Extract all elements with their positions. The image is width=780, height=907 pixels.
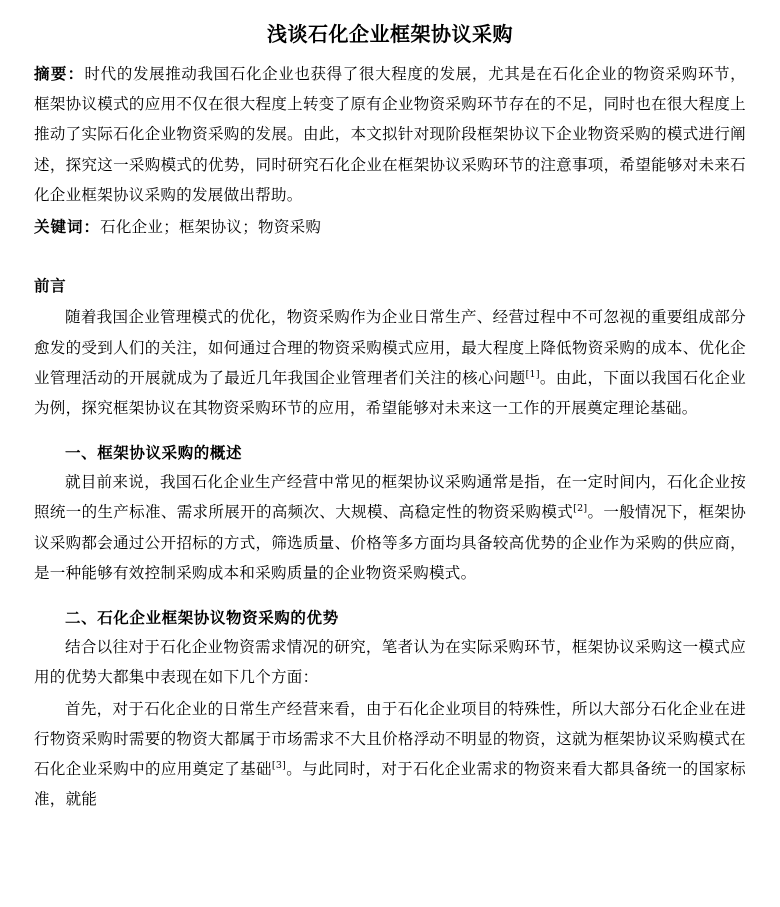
paragraph-text-before: 就目前来说，我国石化企业生产经营中常见的框架协议采购通常是指，在一定时间内，石化企业按照统一的生产标准、需求所展开的高频次、大规模、高稳定性的物资采购模式 bbox=[34, 473, 746, 522]
spacer bbox=[34, 242, 746, 252]
paragraph bbox=[34, 632, 746, 692]
keywords-block bbox=[34, 212, 746, 242]
footnote-marker: [3] bbox=[271, 759, 287, 771]
section-heading-advantages: 二、石化企业框架协议物资采购的优势 bbox=[65, 609, 339, 628]
section-heading-overview: 一、框架协议采购的概述 bbox=[65, 444, 243, 463]
paragraph-text-before: 结合以往对于石化企业物资需求情况的研究，笔者认为在实际采购环节，框架协议采购这一模式应用的优势大都集中表现在如下几个方面： bbox=[34, 638, 746, 687]
footnote-marker: [2] bbox=[573, 503, 588, 515]
paragraph-text-after: 。与此同时，对于石化企业需求的物资来看大都具备统一的国家标准，就能 bbox=[34, 759, 746, 809]
abstract-text: 时代的发展推动我国石化企业也获得了很大程度的发展，尤其是在石化企业的物资采购环节，框架协议模式的应用不仅在很大程度上转变了原有企业物资采购环节存在的不足，同时也在很大程度上推动了实际石化企业物资采购的发展。由此，本文拟针对现阶段框架协议下企业物资采购的模式进行阐述，探究这一采购模式的优势，同时研究石化企业在框架协议采购环节的注意事项，希望能够对未来石化企业框架协议采购的发展做出帮助。 bbox=[34, 65, 746, 204]
paragraph bbox=[34, 467, 746, 588]
keywords-label: 关键词： bbox=[34, 218, 101, 237]
keywords-text: 石化企业；框架协议；物资采购 bbox=[100, 218, 322, 237]
page-title: 浅谈石化企业框架协议采购 bbox=[267, 22, 513, 46]
paragraph-text-before: 首先，对于石化企业的日常生产经营来看，由于石化企业项目的特殊性，所以大部分石化企业在进行物资采购时需要的物资大都属于市场需求不大且价格浮动不明显的物资，这就为框架协议采购模式在石化企业采购中的应用奠定了基础 bbox=[34, 699, 746, 778]
footnote-marker: [1] bbox=[525, 368, 540, 380]
paragraph-text-before: 随着我国企业管理模式的优化，物资采购作为企业日常生产、经营过程中不可忽视的重要组成部分愈发的受到人们的关注，如何通过合理的物资采购模式应用，最大程度上降低物资采购的成本、优化企业管理活动的开展就成为了最近几年我国企业管理者们关注的核心问题 bbox=[34, 308, 746, 387]
paragraph-text-after: 。一般情况下，框架协议采购都会通过公开招标的方式，筛选质量、价格等多方面均具备较高优势的企业作为采购的供应商，是一种能够有效控制采购成本和采购质量的企业物资采购模式。 bbox=[34, 503, 746, 582]
abstract-block bbox=[34, 59, 746, 210]
paragraph-text-after: 。由此，下面以我国石化企业为例，探究框架协议在其物资采购环节的应用，希望能够对未来这一工作的开展奠定理论基础。 bbox=[34, 368, 746, 417]
paragraph bbox=[34, 302, 746, 423]
paragraph bbox=[34, 694, 746, 815]
section-heading-preface: 前言 bbox=[34, 277, 67, 296]
abstract-label: 摘要： bbox=[34, 65, 85, 83]
